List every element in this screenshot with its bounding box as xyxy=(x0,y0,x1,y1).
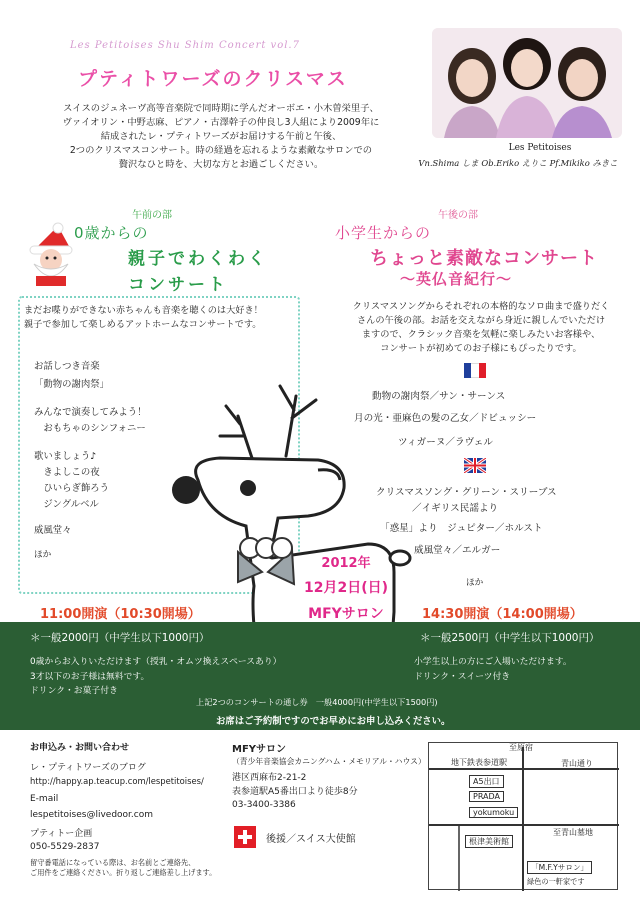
email-label: E-mail xyxy=(30,794,59,804)
venue-sub: （青少年音楽協会カニングハム・メモリアル・ハウス） xyxy=(232,757,426,766)
phone: 050-5529-2837 xyxy=(30,842,100,852)
desc-line: コンサートが初めてのお子様にもぴったりです。 xyxy=(380,343,582,354)
map-yokumoku: yokumoku xyxy=(469,807,518,818)
map-label-harajuku: 至原宿 xyxy=(509,743,533,752)
morning-note: 0歳からお入りいただけます（授乳・オムツ換えスペースあり） xyxy=(30,657,282,667)
afternoon-note: ドリンク・スイーツ付き xyxy=(414,672,511,682)
swiss-flag-icon xyxy=(234,826,256,848)
morning-program-item: おもちゃのシンフォニー xyxy=(34,423,146,434)
afternoon-time: 14:30開演（14:00開場） xyxy=(422,607,583,622)
english-program-item: 「惑星」より ジュピター／ホルスト xyxy=(380,523,543,534)
map-label-aoyama: 青山通り xyxy=(561,759,593,768)
access-map xyxy=(428,742,618,890)
morning-note: ドリンク・お菓子付き xyxy=(30,686,118,696)
afternoon-description xyxy=(336,300,626,356)
contact-heading: お申込み・お問い合わせ xyxy=(30,743,130,753)
series-title: Les Petitoises Shu Shim Concert vol.7 xyxy=(70,40,300,51)
morning-description xyxy=(24,304,298,332)
morning-program-item: お話しつき音楽 xyxy=(34,361,100,372)
afternoon-label: 午後の部 xyxy=(438,210,478,221)
venue-phone: 03-3400-3386 xyxy=(232,800,296,810)
morning-time: 11:00開演（10:30開場） xyxy=(40,607,201,622)
main-title: プティトワーズのクリスマス xyxy=(78,68,348,90)
event-date-block xyxy=(296,552,396,623)
desc-line: 親子で参加して楽しめるアットホームなコンサートです。 xyxy=(24,319,262,330)
intro-line: スイスのジュネーヴ高等音楽院で同時期に学んだオーボエ・小木曽栄里子、 xyxy=(63,103,379,114)
venue-name: MFYサロン xyxy=(232,744,287,755)
afternoon-title-line3: ～英仏音紀行～ xyxy=(400,270,513,288)
uk-flag-icon xyxy=(464,458,486,473)
morning-program-item: きよしこの夜 xyxy=(34,467,100,478)
event-venue: MFYサロン xyxy=(308,606,384,622)
map-label-station: 地下鉄表参道駅 xyxy=(451,758,507,767)
map-label-cemetery: 至青山墓地 xyxy=(553,828,593,837)
morning-program-item: みんなで演奏してみよう！ xyxy=(34,407,147,418)
map-exit: A5出口 xyxy=(469,775,504,788)
morning-title-line1: 0歳からの xyxy=(74,224,149,242)
morning-title-line3: コンサート xyxy=(128,275,228,295)
phone-note: 留守番電話になっている際は、お名前とご連絡先、 xyxy=(30,858,196,867)
morning-price: ＊一般2000円（中学生以下1000円） xyxy=(30,632,210,644)
morning-program-item: 「動物の謝肉祭」 xyxy=(34,379,110,390)
trio-photo xyxy=(432,28,622,138)
desc-line: ますので、クラシック音楽を気軽に楽しみたいお客様や、 xyxy=(361,329,601,340)
map-prada: PRADA xyxy=(469,791,504,802)
blog-label: レ・プティトワーズのブログ xyxy=(30,763,146,773)
group-name: Les Petitoises xyxy=(508,143,572,153)
english-program-item: 威風堂々／エルガー xyxy=(414,545,501,556)
france-flag-icon xyxy=(464,363,486,378)
afternoon-note: 小学生以上の方にご入場いただけます。 xyxy=(414,657,572,667)
intro-line: 結成されたレ・プティトワーズがお届けする午前と午後、 xyxy=(100,131,342,142)
support: 後援／スイス大使館 xyxy=(266,834,356,845)
venue-address: 港区西麻布2-21-2 xyxy=(232,773,307,783)
afternoon-etc: ほか xyxy=(466,578,484,588)
intro-text xyxy=(26,102,416,172)
event-date: 12月2日(日) xyxy=(303,580,389,596)
afternoon-title-line2: ちょっと素敵なコンサート xyxy=(370,248,598,269)
venue-access: 表参道駅A5番出口より徒歩8分 xyxy=(232,787,358,797)
intro-line: ヴァイオリン・中野志麻、ピアノ・古澤幹子の仲良し3人組により2009年に xyxy=(62,117,380,128)
french-program-item: 月の光・亜麻色の髪の乙女／ドビュッシー xyxy=(354,413,537,424)
member-names: Vn.Shima しま Ob.Eriko えりこ Pf.Mikiko みきこ xyxy=(418,158,618,168)
organizer: プティトー企画 xyxy=(30,829,93,839)
pass-ticket: 上記2つのコンサートの通し券 一般4000円(中学生以下1500円) xyxy=(196,697,438,707)
afternoon-price: ＊一般2500円（中学生以下1000円） xyxy=(420,632,600,644)
intro-line: 2つのクリスマスコンサート。時の経過を忘れるような素敵なサロンでの xyxy=(69,145,373,156)
french-program-item: 動物の謝肉祭／サン・サーンス xyxy=(372,391,506,402)
phone-note: ご用件をご連絡ください。折り返しご連絡差し上げます。 xyxy=(30,868,217,877)
english-program-item: クリスマスソング・グリーン・スリーブス xyxy=(376,487,557,498)
morning-program-item: ジングルベル xyxy=(34,499,99,510)
desc-line: クリスマスソングからそれぞれの本格的なソロ曲まで盛りだく xyxy=(352,301,610,312)
morning-program-item: 歌いましょう♪ xyxy=(34,451,97,462)
map-salon-desc: 緑色の一軒家です xyxy=(527,877,585,886)
morning-title-line2: 親子でわくわく xyxy=(128,249,268,269)
email-link[interactable]: lespetitoises@livedoor.com xyxy=(30,810,154,820)
morning-program-item: ほか xyxy=(34,550,52,560)
french-program-item: ツィガーヌ／ラヴェル xyxy=(398,437,493,448)
english-program-item: ／イギリス民謡より xyxy=(412,503,499,514)
afternoon-title-line1: 小学生からの xyxy=(335,224,432,242)
morning-label: 午前の部 xyxy=(132,210,172,221)
santa-illustration xyxy=(24,222,80,288)
desc-line: さんの午後の部。お話を交えながら身近に親しんでいただけ xyxy=(356,315,606,326)
blog-link[interactable]: http://happy.ap.teacup.com/lespetitoises/ xyxy=(30,776,204,786)
map-salon: 「M.F.Yサロン」 xyxy=(527,861,592,874)
morning-program-item: 威風堂々 xyxy=(34,525,72,536)
event-year: 2012年 xyxy=(321,556,371,571)
map-nezu: 根津美術館 xyxy=(465,835,513,848)
intro-line: 贅沢なひと時を、大切な方とお過ごしください。 xyxy=(118,159,324,170)
morning-note: 3才以下のお子様は無料です。 xyxy=(30,672,150,682)
reservation-note: お席はご予約制ですのでお早めにお申し込みください。 xyxy=(216,716,451,727)
desc-line: まだお喋りができない赤ちゃんも音楽を聴くのは大好き！ xyxy=(24,305,263,316)
morning-program-item: ひいらぎ飾ろう xyxy=(34,483,110,494)
